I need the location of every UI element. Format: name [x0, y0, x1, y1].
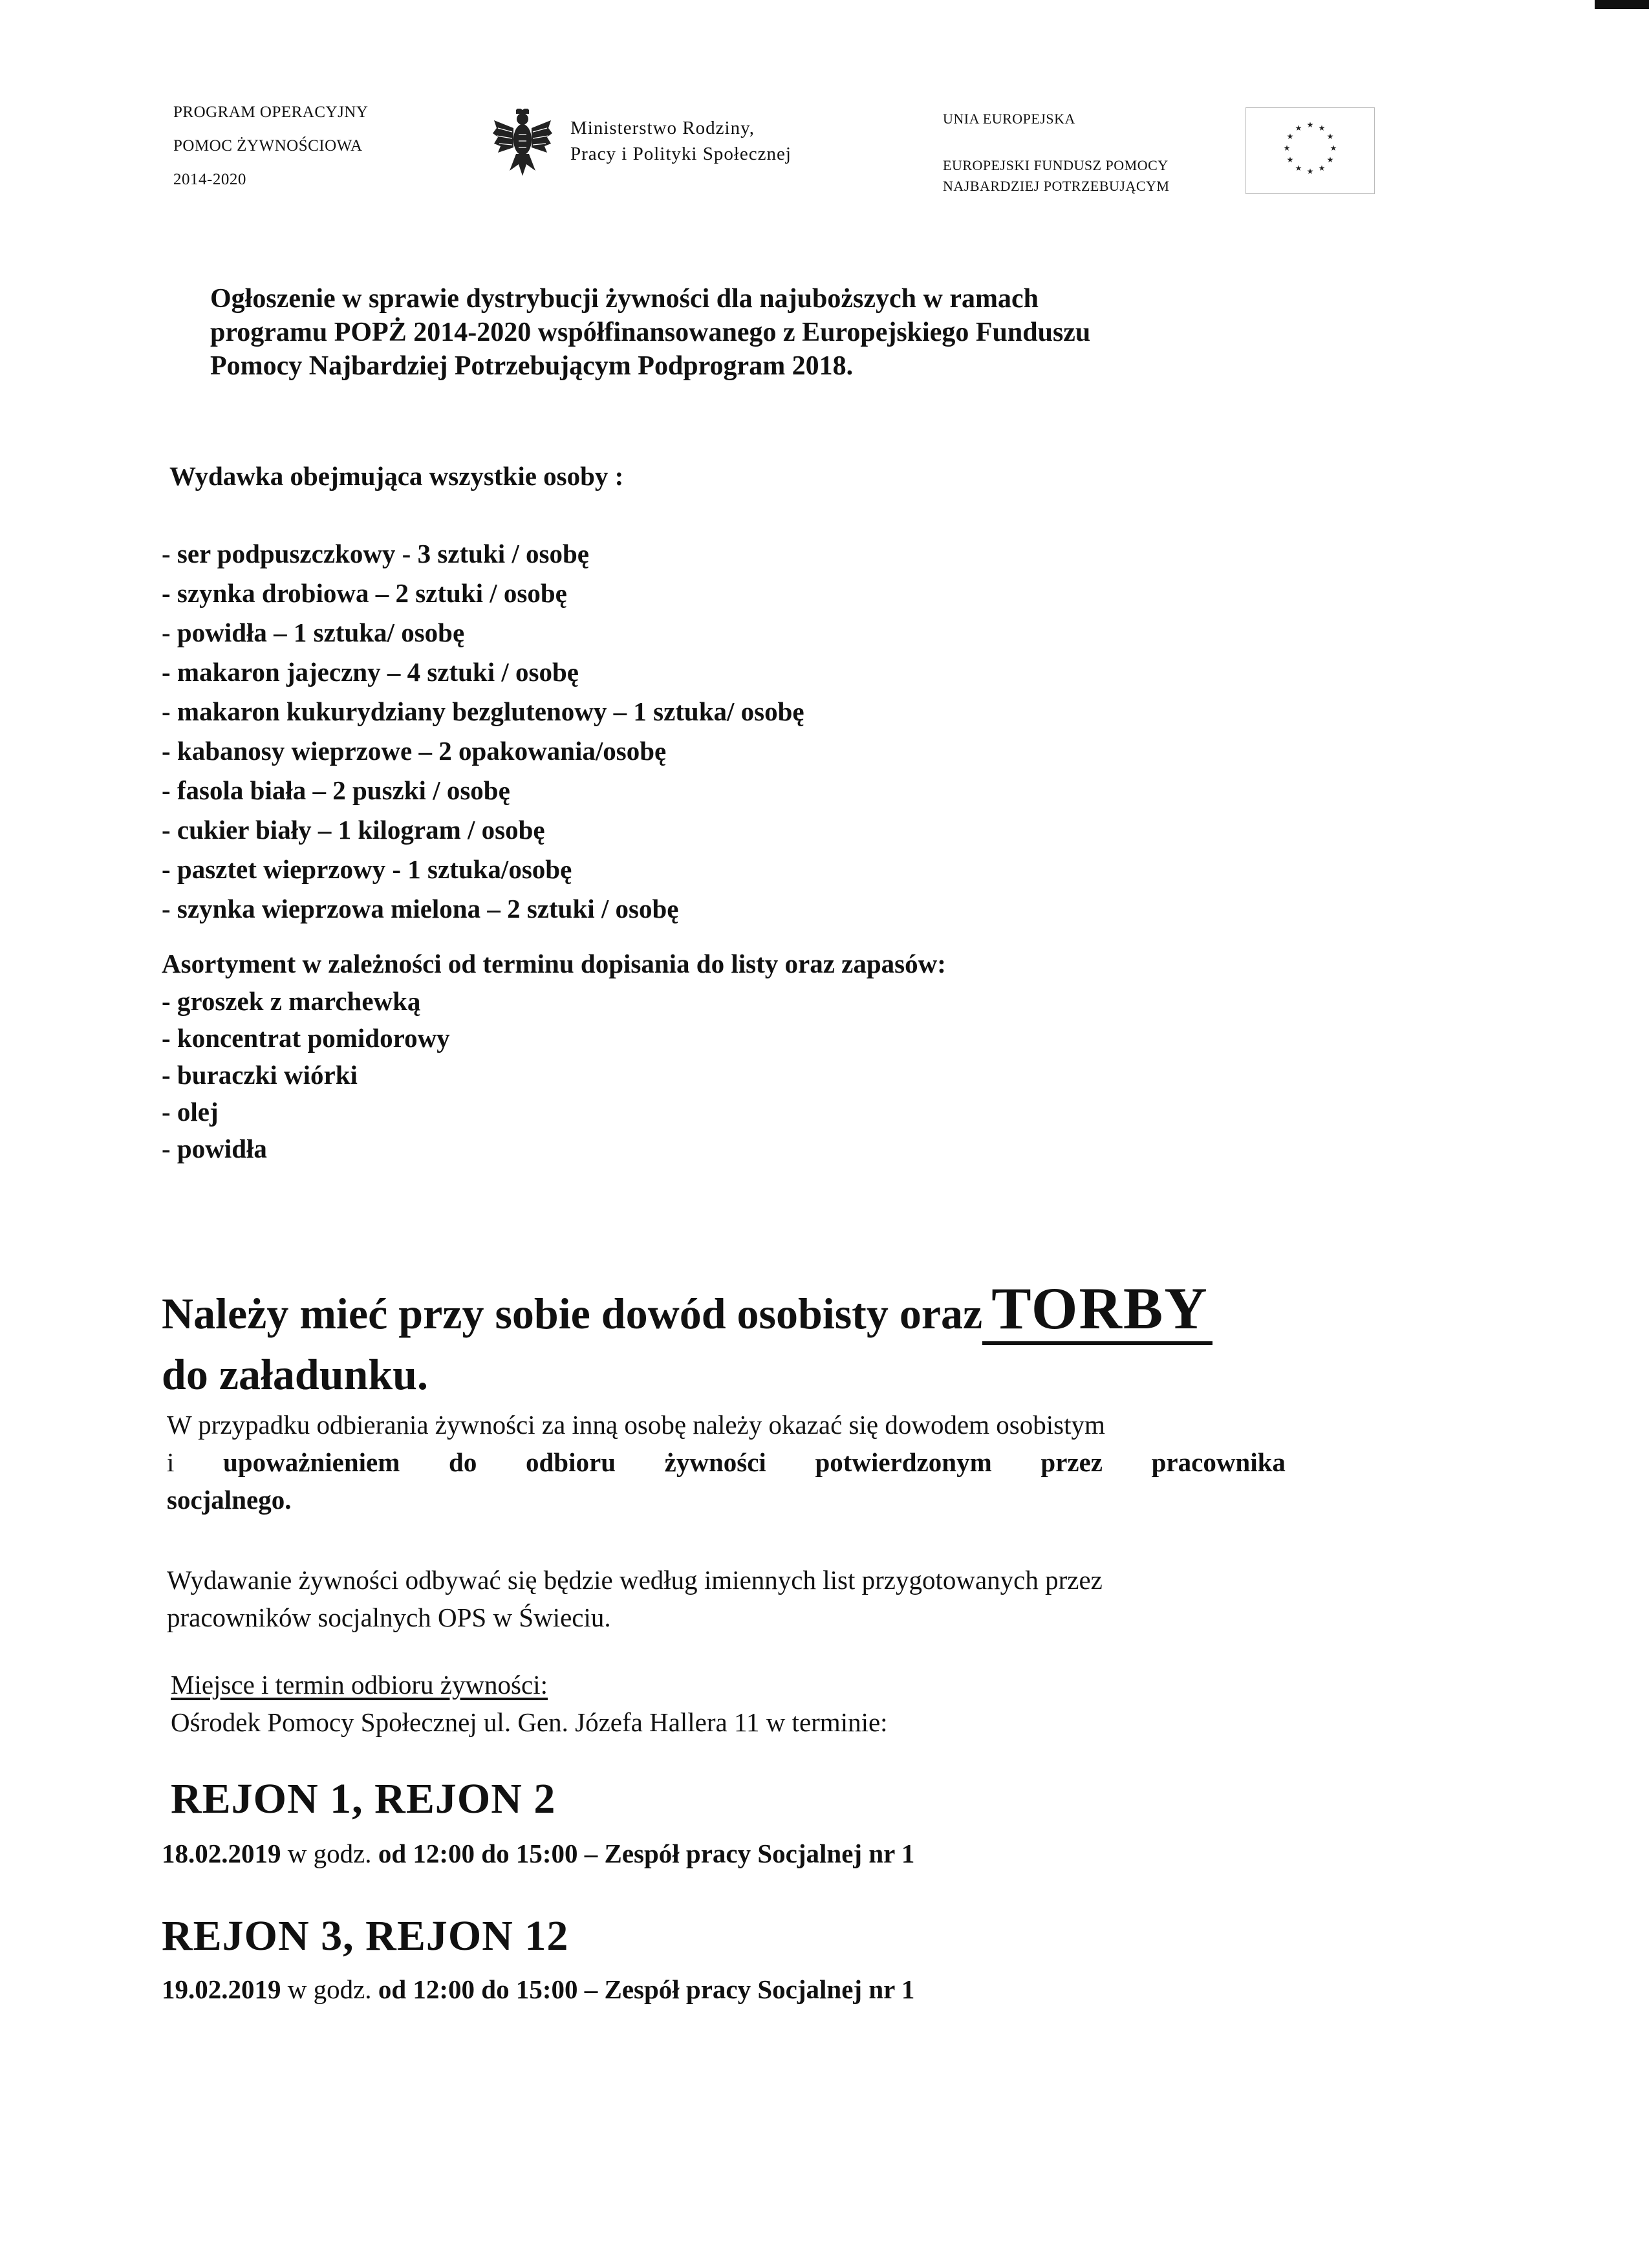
svg-text:★: ★	[1318, 164, 1326, 173]
distribution-list	[162, 534, 804, 929]
proxy-word: pracownika	[1151, 1447, 1286, 1477]
lists-info-line: pracowników socjalnych OPS w Świeciu.	[167, 1603, 611, 1632]
list-item: - cukier biały – 1 kilogram / osobę	[162, 815, 545, 845]
svg-text:★: ★	[1286, 132, 1294, 141]
schedule-mid: w godz.	[281, 1974, 378, 2004]
list-item: - powidła	[162, 1134, 267, 1163]
schedule-regions: REJON 3, REJON 12	[162, 1912, 569, 1960]
place-heading: Miejsce i termin odbioru żywności:	[171, 1670, 548, 1700]
notice-line: do załadunku.	[162, 1350, 428, 1399]
ministry-line: Pracy i Polityki Społecznej	[570, 144, 792, 164]
proxy-line-justified	[167, 1443, 1286, 1481]
program-line: POMOC ŻYWNOŚCIOWA	[173, 137, 363, 155]
svg-text:★: ★	[1295, 124, 1302, 133]
polish-eagle-emblem-icon	[493, 109, 552, 180]
svg-text:★: ★	[1318, 124, 1326, 133]
list-item: - groszek z marchewką	[162, 986, 421, 1016]
svg-text:★: ★	[1326, 132, 1334, 141]
proxy-word: do	[449, 1447, 477, 1477]
assortment-heading: Asortyment w zależności od terminu dopisania do listy oraz zapasów:	[162, 949, 946, 978]
title-line: Ogłoszenie w sprawie dystrybucji żywności dla najuboższych w ramach	[210, 284, 1039, 314]
list-item: - fasola biała – 2 puszki / osobę	[162, 775, 510, 805]
svg-text:★: ★	[1326, 155, 1334, 164]
list-item: - makaron kukurydziany bezglutenowy – 1 sztuka/ osobę	[162, 697, 804, 726]
schedule-time: od 12:00 do 15:00 – Zespół pracy Socjalnej nr 1	[378, 1974, 915, 2004]
svg-text:★: ★	[1286, 155, 1294, 164]
place-section	[171, 1666, 888, 1741]
svg-text:★: ★	[1295, 164, 1302, 173]
list-item: - makaron jajeczny – 4 sztuki / osobę	[162, 657, 579, 687]
schedule-time: od 12:00 do 15:00 – Zespół pracy Socjalnej nr 1	[378, 1839, 915, 1868]
title-line: programu POPŻ 2014-2020 współfinansowanego z Europejskiego Funduszu	[210, 318, 1091, 347]
proxy-paragraph	[167, 1406, 1286, 1518]
svg-text:★: ★	[1330, 144, 1337, 153]
schedule-date-line	[162, 1838, 914, 1869]
program-line: 2014-2020	[173, 171, 246, 188]
list-item: - szynka wieprzowa mielona – 2 sztuki / osobę	[162, 894, 679, 923]
list-item: - pasztet wieprzowy - 1 sztuka/osobę	[162, 854, 572, 884]
ministry-name	[570, 115, 792, 167]
lists-info-paragraph	[167, 1561, 1103, 1636]
program-line: PROGRAM OPERACYJNY	[173, 103, 369, 121]
assortment-list	[162, 983, 450, 1167]
proxy-word: przez	[1040, 1447, 1103, 1477]
place-address: Ośrodek Pomocy Społecznej ul. Gen. Józefa Hallera 11 w terminie:	[171, 1707, 888, 1737]
id-and-bags-notice	[162, 1275, 1212, 1405]
scan-edge-mark	[1595, 0, 1649, 9]
schedule-date-line	[162, 1974, 914, 2005]
list-item: - kabanosy wieprzowe – 2 opakowania/osobę	[162, 736, 667, 766]
list-item: - olej	[162, 1097, 219, 1127]
proxy-word: potwierdzonym	[815, 1447, 992, 1477]
announcement-title	[210, 282, 1310, 383]
svg-text:★: ★	[1306, 167, 1314, 176]
proxy-word: odbioru	[526, 1447, 616, 1477]
schedule-regions: REJON 1, REJON 2	[171, 1775, 556, 1822]
title-line: Pomocy Najbardziej Potrzebującym Podprogram 2018.	[210, 351, 854, 381]
list-item: - buraczki wiórki	[162, 1060, 358, 1090]
notice-line: Należy mieć przy sobie dowód osobisty oraz	[162, 1289, 983, 1338]
eu-flag	[1245, 107, 1375, 194]
proxy-word: i	[167, 1447, 175, 1477]
eu-line: NAJBARDZIEJ POTRZEBUJĄCYM	[943, 178, 1170, 194]
list-item: - ser podpuszczkowy - 3 sztuki / osobę	[162, 539, 589, 568]
lists-info-line: Wydawanie żywności odbywać się będzie według imiennych list przygotowanych przez	[167, 1565, 1103, 1595]
eu-line: UNIA EUROPEJSKA	[943, 111, 1075, 127]
ministry-line: Ministerstwo Rodziny,	[570, 118, 755, 138]
list-item: - powidła – 1 sztuka/ osobę	[162, 618, 465, 647]
eu-line: EUROPEJSKI FUNDUSZ POMOCY	[943, 157, 1169, 173]
distribution-heading: Wydawka obejmująca wszystkie osoby :	[169, 461, 624, 491]
schedule-date: 18.02.2019	[162, 1839, 281, 1868]
proxy-word: żywności	[664, 1447, 766, 1477]
torby-emphasis: TORBY	[982, 1275, 1212, 1345]
proxy-line: socjalnego.	[167, 1485, 292, 1515]
schedule-mid: w godz.	[281, 1839, 378, 1868]
schedule-date: 19.02.2019	[162, 1974, 281, 2004]
svg-text:★: ★	[1306, 120, 1314, 129]
list-item: - koncentrat pomidorowy	[162, 1023, 450, 1053]
eu-stars-icon	[1246, 108, 1374, 193]
proxy-word: upoważnieniem	[223, 1447, 400, 1477]
eu-fund-name	[943, 109, 1169, 197]
svg-text:★: ★	[1283, 144, 1291, 153]
list-item: - szynka drobiowa – 2 sztuki / osobę	[162, 578, 567, 608]
program-name	[173, 96, 368, 197]
proxy-line: W przypadku odbierania żywności za inną osobę należy okazać się dowodem osobistym	[167, 1410, 1105, 1440]
